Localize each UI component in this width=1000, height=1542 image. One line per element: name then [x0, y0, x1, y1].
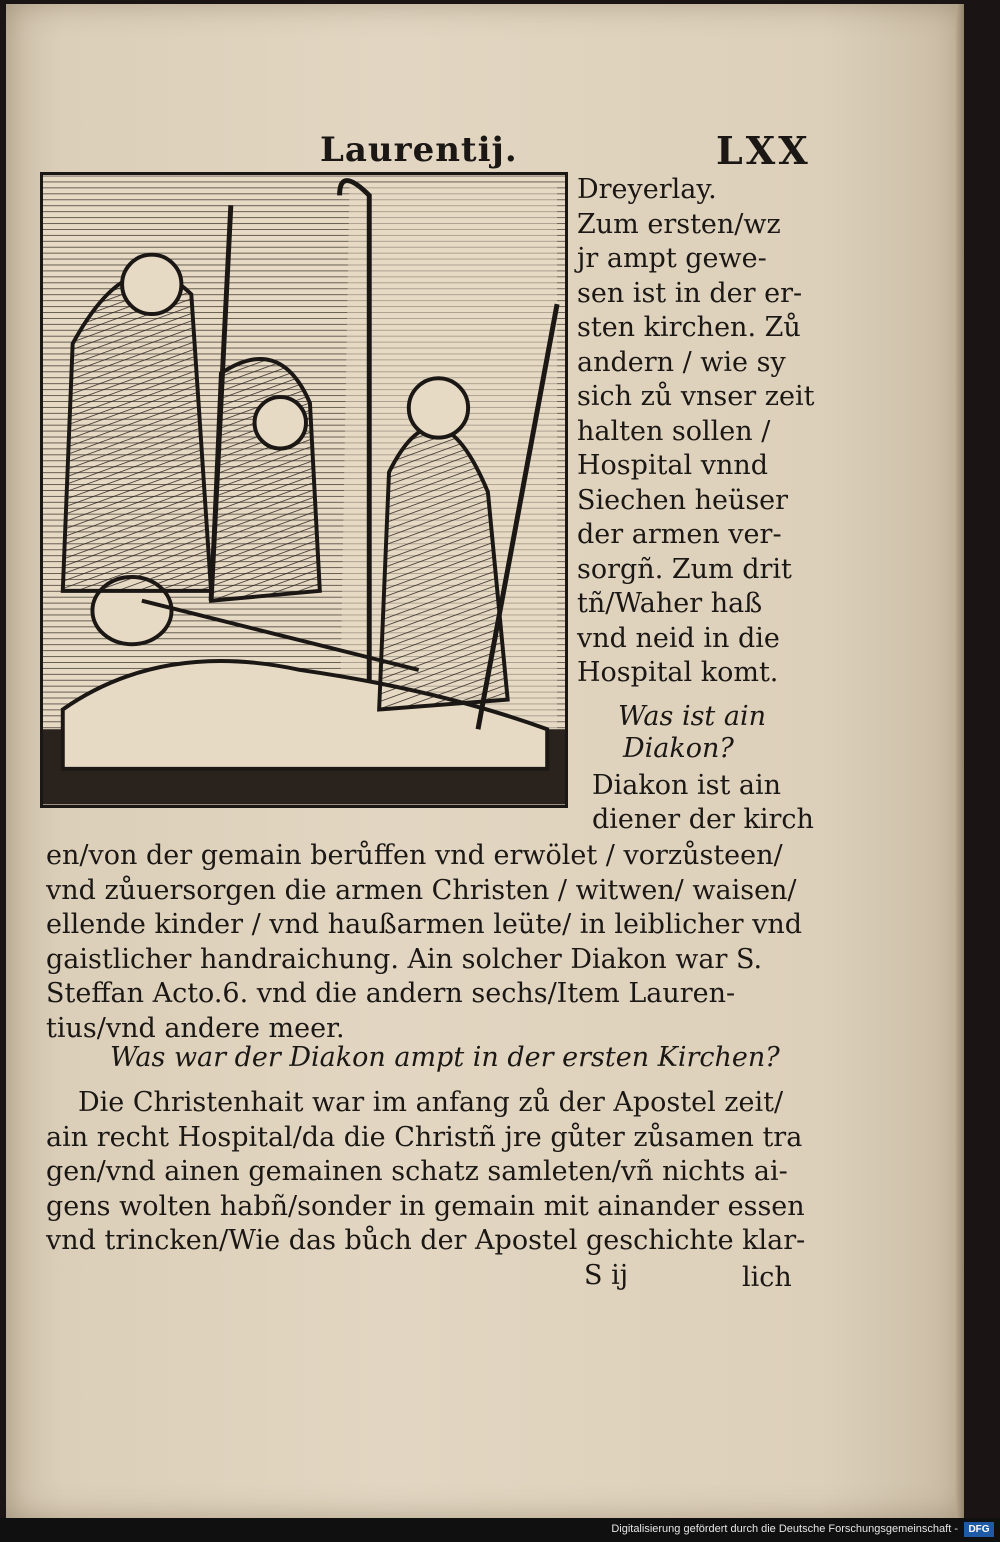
side-text-line: Zum ersten/wz — [577, 208, 781, 240]
footer-credit: Digitalisierung gefördert durch die Deutsche Forschungsgemeinschaft - — [611, 1523, 958, 1535]
answer-side-line: diener der kirch — [592, 804, 814, 835]
answer-text-line: vnd zůuersorgen die armen Christen / witwen/ waisen/ — [46, 874, 797, 906]
side-text-line: Siechen heüser — [577, 484, 789, 516]
folio-number: LXX — [716, 128, 811, 173]
dfg-logo-icon: DFG — [964, 1522, 994, 1537]
answer-text-line: gaistlicher handraichung. Ain solcher Diakon war S. — [46, 943, 763, 975]
side-text-line: vnd neid in die — [577, 622, 780, 654]
question-heading: Was war der Diakon ampt in der ersten Kirchen? — [110, 1042, 780, 1073]
side-text-line: andern / wie sy — [577, 346, 786, 378]
answer-text-line: gens wolten habñ/sonder in gemain mit ainander essen — [46, 1190, 805, 1222]
answer-text-line: en/von der gemain berůffen vnd erwölet / vorzůsteen/ — [46, 840, 783, 871]
running-head: Laurentij. — [320, 130, 518, 170]
answer-text-line: gen/vnd ainen gemainen schatz samleten/vñ nichts ai- — [46, 1156, 788, 1187]
answer-text-line: Steffan Acto.6. vnd die andern sechs/Item Lauren- — [46, 978, 736, 1009]
page-edge — [956, 4, 964, 1518]
answer-text-line: tius/vnd andere meer. — [46, 1012, 345, 1044]
side-text-line: halten sollen / — [577, 415, 771, 447]
footer-bar — [0, 1518, 1000, 1542]
side-text-line: der armen ver- — [577, 519, 782, 550]
side-text-line: Dreyerlay. — [577, 174, 717, 205]
answer-side-line: Diakon ist ain — [592, 770, 782, 801]
answer-text-line: ellende kinder / vnd haußarmen leüte/ in leiblicher vnd — [46, 909, 803, 940]
signature-mark: S ij — [584, 1260, 629, 1291]
answer-text-line: ain recht Hospital/da die Christñ jre gůter zůsamen tra — [46, 1121, 803, 1153]
answer-text-line: Die Christenhait war im anfang zů der Apostel zeit/ — [78, 1087, 784, 1118]
side-text-line: tñ/Waher haß — [577, 588, 763, 619]
answer-text-line: vnd trincken/Wie das bůch der Apostel geschichte klar- — [46, 1225, 806, 1256]
woodcut-drawing — [43, 175, 565, 805]
side-text-line: jr ampt gewe- — [577, 243, 767, 274]
question-heading-line: Was ist ain — [618, 701, 766, 732]
side-text-line: sich zů vnser zeit — [577, 381, 815, 412]
catchword: lich — [742, 1262, 792, 1293]
side-text-line: sorgñ. Zum drit — [577, 553, 792, 585]
side-text-line: sen ist in der er- — [577, 277, 803, 309]
question-heading-line: Diakon? — [623, 733, 734, 764]
side-text-line: sten kirchen. Zů — [577, 312, 801, 343]
side-text-line: Hospital vnnd — [577, 450, 769, 481]
side-text-line: Hospital komt. — [577, 657, 779, 688]
woodcut-illustration — [40, 172, 568, 808]
